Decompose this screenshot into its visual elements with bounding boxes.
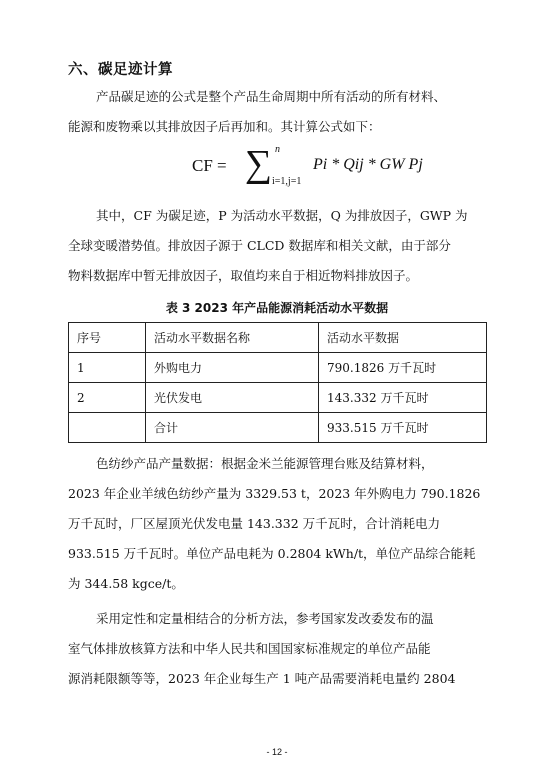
- paragraph-intro: [68, 82, 516, 142]
- paragraph-production-data: [68, 449, 516, 599]
- paragraph-methodology: [68, 604, 516, 694]
- formula-rhs: Pi * Qij * GW Pj: [313, 156, 423, 173]
- formula-lhs: CF =: [192, 156, 227, 175]
- table-cell: 合计: [146, 413, 319, 443]
- paragraph-line: 物料数据库中暂无排放因子，取值均来自于相近物料排放因子。: [68, 268, 419, 283]
- summation-symbol: ∑: [245, 143, 273, 185]
- paragraph-line: 产品碳足迹的公式是整个产品生命周期中所有活动的所有材料、: [96, 89, 447, 104]
- table-cell: 143.332 万千瓦时: [319, 383, 487, 413]
- table-cell: 933.515 万千瓦时: [319, 413, 487, 443]
- table-cell: [69, 413, 146, 443]
- summation-lower-limit: i=1,j=1: [272, 176, 302, 187]
- table-cell: 2: [69, 383, 146, 413]
- paragraph-line: 全球变暖潜势值。排放因子源于 CLCD 数据库和相关文献，由于部分: [68, 238, 451, 253]
- paragraph-line: 2023 年企业羊绒色纺纱产量为 3329.53 t，2023 年外购电力 790.1826: [68, 486, 481, 501]
- table-caption: 表 3 2023 年产品能源消耗活动水平数据: [165, 301, 389, 315]
- column-header: 活动水平数据名称: [146, 323, 319, 353]
- table-header-row: [69, 323, 487, 353]
- table-row: [69, 383, 487, 413]
- section-heading: 六、碳足迹计算: [68, 62, 173, 78]
- column-header: 序号: [69, 323, 146, 353]
- paragraph-line: 能源和废物乘以其排放因子后再加和。其计算公式如下：: [68, 119, 381, 134]
- table-cell: 790.1826 万千瓦时: [319, 353, 487, 383]
- paragraph-line: 色纺纱产品产量数据：根据金米兰能源管理台账及结算材料，: [96, 456, 434, 471]
- table-row: [69, 353, 487, 383]
- table-cell: 外购电力: [146, 353, 319, 383]
- paragraph-line: 为 344.58 kgce/t。: [68, 576, 184, 591]
- summation-upper-limit: n: [275, 144, 280, 155]
- table-row: [69, 413, 487, 443]
- table-cell: 1: [69, 353, 146, 383]
- paragraph-line: 源消耗限额等等，2023 年企业每生产 1 吨产品需要消耗电量约 2804: [68, 671, 456, 686]
- energy-activity-table: [68, 322, 487, 443]
- paragraph-line: 室气体排放核算方法和中华人民共和国国家标准规定的单位产品能: [68, 641, 431, 656]
- column-header: 活动水平数据: [319, 323, 487, 353]
- page-number: - 12 -: [266, 747, 288, 757]
- paragraph-line: 933.515 万千瓦时。单位产品电耗为 0.2804 kWh/t，单位产品综合能耗: [68, 546, 476, 561]
- paragraph-line: 其中，CF 为碳足迹，P 为活动水平数据，Q 为排放因子，GWP 为: [96, 208, 468, 223]
- paragraph-line: 万千瓦时，厂区屋顶光伏发电量 143.332 万千瓦时，合计消耗电力: [68, 516, 441, 531]
- paragraph-line: 采用定性和定量相结合的分析方法，参考国家发改委发布的温: [96, 611, 434, 626]
- table-cell: 光伏发电: [146, 383, 319, 413]
- paragraph-definitions: [68, 201, 516, 291]
